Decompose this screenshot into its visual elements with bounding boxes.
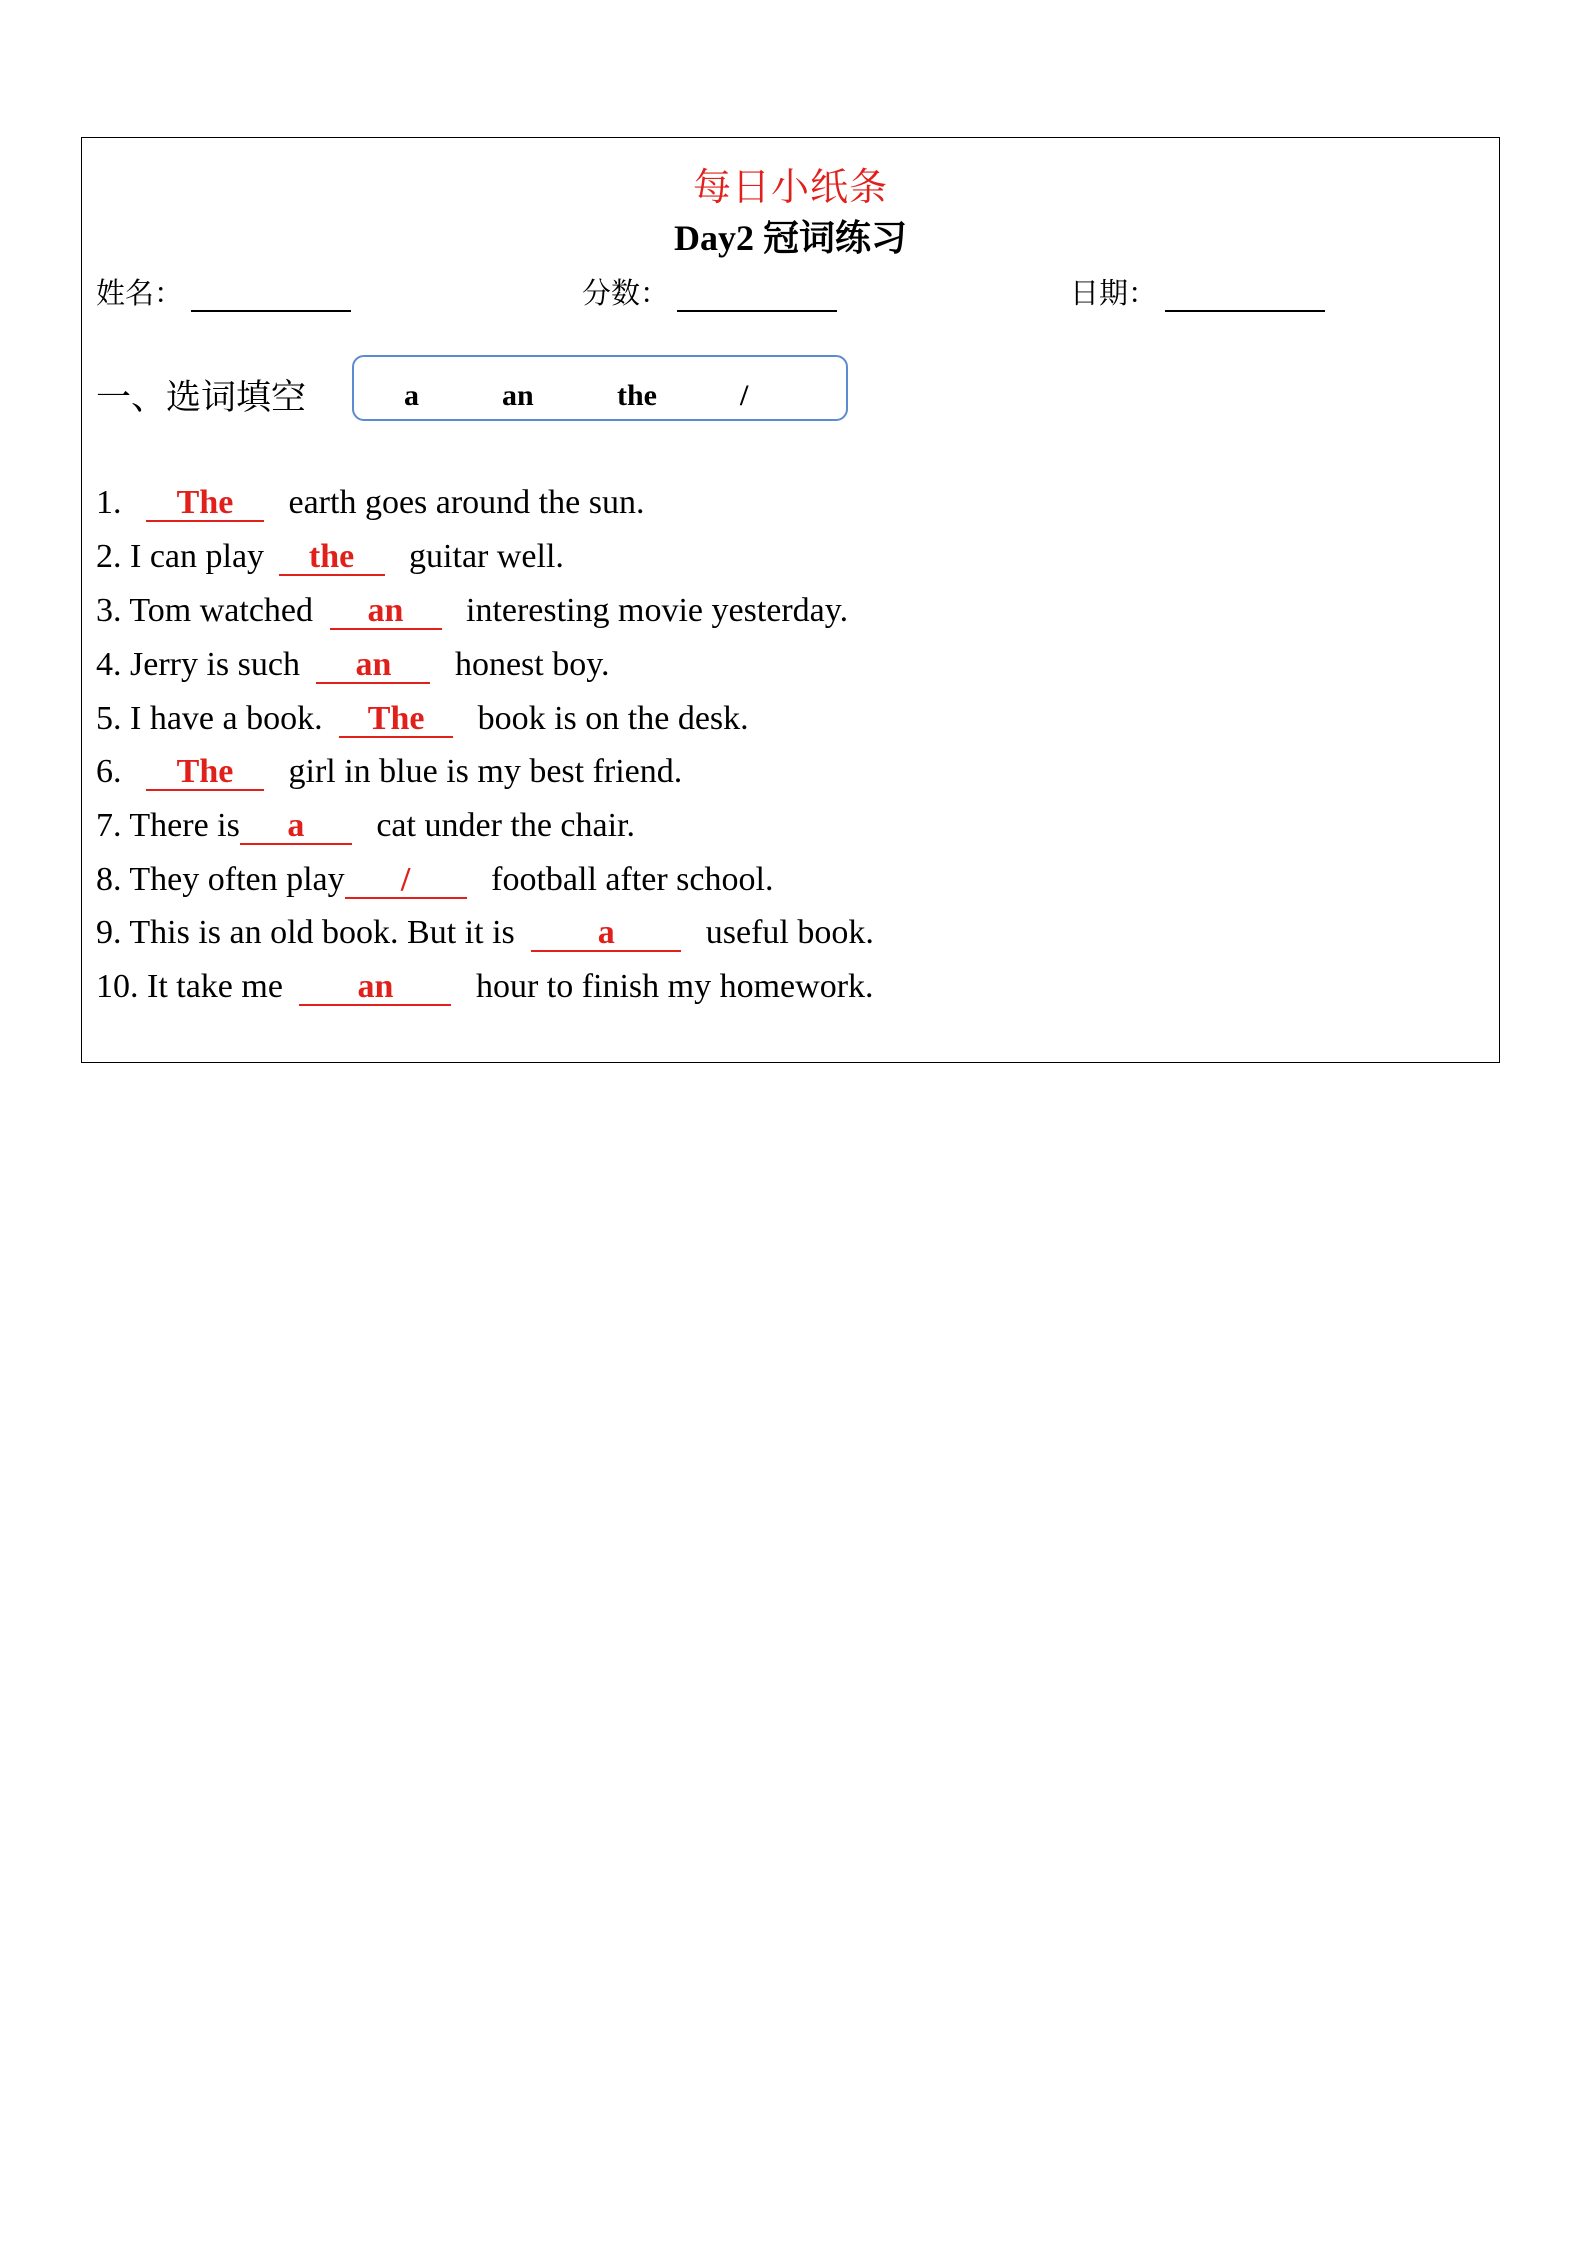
date-field[interactable] bbox=[1070, 271, 1325, 312]
date-label: 日期： bbox=[1070, 276, 1158, 310]
answer-blank[interactable]: The bbox=[339, 702, 453, 738]
question-text: 2. I can play bbox=[96, 538, 273, 575]
name-label: 姓名： bbox=[96, 276, 184, 310]
worksheet-title: 每日小纸条 bbox=[692, 165, 888, 209]
answer-blank[interactable]: The bbox=[146, 486, 264, 522]
word-bank-item: the bbox=[617, 379, 657, 412]
question-text: honest boy. bbox=[446, 646, 610, 683]
question-text: book is on the desk. bbox=[469, 700, 749, 737]
answer-blank[interactable]: The bbox=[146, 755, 264, 791]
question-10 bbox=[96, 967, 874, 1007]
question-text: interesting movie yesterday. bbox=[457, 592, 849, 629]
question-text: football after school. bbox=[482, 861, 774, 898]
worksheet bbox=[81, 137, 1500, 1063]
question-5 bbox=[96, 699, 749, 739]
word-bank-item: / bbox=[740, 379, 749, 412]
question-text: guitar well. bbox=[400, 538, 564, 575]
question-1 bbox=[96, 483, 644, 523]
word-bank-item: an bbox=[502, 379, 534, 412]
question-text: 5. I have a book. bbox=[96, 700, 332, 737]
question-text: 6. bbox=[96, 753, 130, 790]
question-text: 4. Jerry is such bbox=[96, 646, 309, 683]
question-text: 8. They often play bbox=[96, 861, 345, 898]
word-bank-item: a bbox=[404, 379, 419, 412]
answer-blank[interactable]: an bbox=[316, 648, 430, 684]
question-7 bbox=[96, 806, 635, 846]
question-6 bbox=[96, 752, 682, 792]
question-text: 10. It take me bbox=[96, 968, 292, 1005]
score-line bbox=[677, 282, 837, 312]
answer-blank[interactable]: an bbox=[330, 594, 442, 630]
question-text: girl in blue is my best friend. bbox=[280, 753, 683, 790]
word-bank bbox=[352, 355, 848, 421]
question-2 bbox=[96, 537, 564, 577]
date-line bbox=[1165, 282, 1325, 312]
question-3 bbox=[96, 591, 848, 631]
question-text: 7. There is bbox=[96, 807, 240, 844]
question-text: cat under the chair. bbox=[367, 807, 635, 844]
answer-blank[interactable]: an bbox=[299, 970, 451, 1006]
question-4 bbox=[96, 645, 610, 685]
answer-blank[interactable]: a bbox=[240, 809, 352, 845]
question-text: earth goes around the sun. bbox=[280, 484, 645, 521]
score-field[interactable] bbox=[582, 271, 837, 312]
answer-blank[interactable]: / bbox=[345, 863, 467, 899]
answer-blank[interactable]: a bbox=[531, 916, 681, 952]
worksheet-subtitle: Day2 冠词练习 bbox=[674, 218, 907, 258]
question-9 bbox=[96, 913, 874, 953]
question-text: useful book. bbox=[697, 914, 874, 951]
question-text: 3. Tom watched bbox=[96, 592, 322, 629]
name-field[interactable] bbox=[96, 271, 351, 312]
score-label: 分数： bbox=[582, 276, 670, 310]
section-title: 一、选词填空 bbox=[96, 378, 307, 418]
question-8 bbox=[96, 860, 773, 900]
name-line bbox=[191, 282, 351, 312]
question-text: 1. bbox=[96, 484, 130, 521]
question-text: 9. This is an old book. But it is bbox=[96, 914, 524, 951]
answer-blank[interactable]: the bbox=[279, 540, 385, 576]
question-text: hour to finish my homework. bbox=[467, 968, 874, 1005]
